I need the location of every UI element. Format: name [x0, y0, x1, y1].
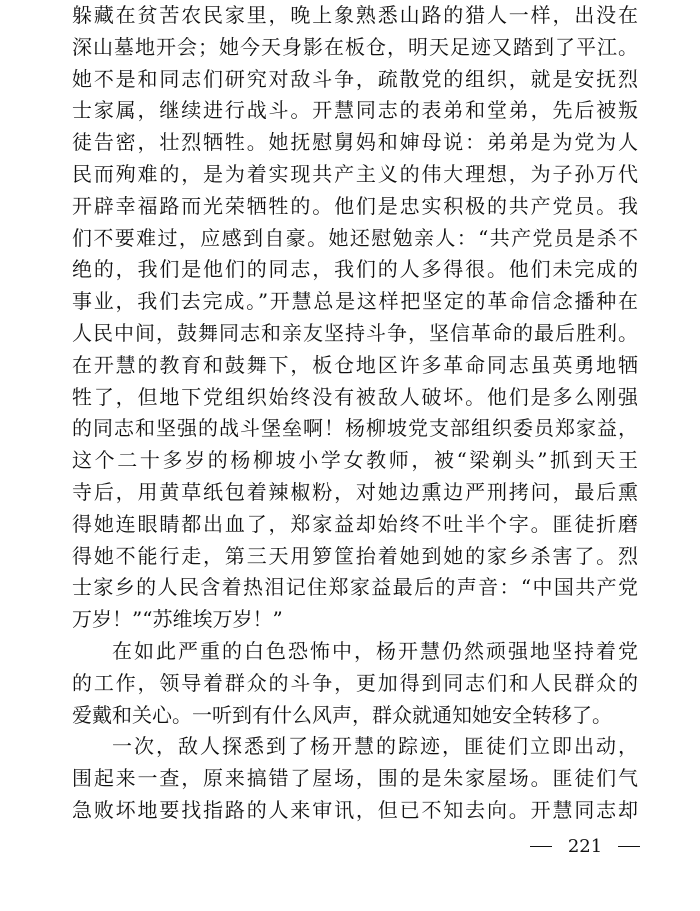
left-dash-icon [530, 846, 552, 847]
text-line: 的同志和坚强的战斗堡垒啊！杨柳坡党支部组织委员郑家益， [72, 416, 638, 441]
text-line: 爱戴和关心。一听到有什么风声，群众就通知她安全转移了。 [72, 702, 612, 727]
text-line: 得她不能行走，第三天用箩筐抬着她到她的家乡杀害了。烈 [72, 543, 638, 568]
page-number: 221 [567, 836, 603, 857]
text-line: 的工作，领导着群众的斗争，更加得到同志们和人民群众的 [72, 670, 638, 695]
text-line: 牲了，但地下党组织始终没有被敌人破坏。他们是多么刚强 [72, 384, 638, 409]
text-line: 士家乡的人民含着热泪记住郑家益最后的声音：“中国共产党 [72, 575, 638, 600]
text-line: 在开慧的教育和鼓舞下，板仓地区许多革命同志虽英勇地牺 [72, 352, 638, 377]
text-line: 徒告密，壮烈牺牲。她抚慰舅妈和婶母说：弟弟是为党为人 [72, 130, 638, 155]
paragraph-1 [72, 0, 638, 636]
paragraph-2 [72, 636, 638, 731]
text-line: 士家属，继续进行战斗。开慧同志的表弟和堂弟，先后被叛 [72, 98, 638, 123]
page-footer [530, 836, 640, 857]
text-line: 在如此严重的白色恐怖中，杨开慧仍然顽强地坚持着党 [112, 638, 638, 663]
text-line: 围起来一查，原来搞错了屋场，围的是朱家屋场。匪徒们气 [72, 766, 638, 791]
text-line: 万岁！”“苏维埃万岁！” [72, 607, 283, 632]
text-line: 民而殉难的，是为着实现共产主义的伟大理想，为子孙万代 [72, 161, 638, 186]
paragraph-3 [72, 731, 638, 826]
text-line: 们不要难过，应感到自豪。她还慰勉亲人：“共产党员是杀不 [72, 225, 638, 250]
right-dash-icon [618, 846, 640, 847]
text-line: 这个二十多岁的杨柳坡小学女教师，被“梁剃头”抓到天王 [72, 448, 638, 473]
text-line: 事业，我们去完成。”开慧总是这样把坚定的革命信念播种在 [72, 289, 638, 314]
text-line: 寺后，用黄草纸包着辣椒粉，对她边熏边严刑拷问，最后熏 [72, 479, 638, 504]
text-line: 人民中间，鼓舞同志和亲友坚持斗争，坚信革命的最后胜利。 [72, 320, 638, 345]
text-line: 深山墓地开会；她今天身影在板仓，明天足迹又踏到了平江。 [72, 34, 638, 59]
text-line: 她不是和同志们研究对敌斗争，疏散党的组织，就是安抚烈 [72, 66, 638, 91]
text-line: 一次，敌人探悉到了杨开慧的踪迹，匪徒们立即出动， [112, 734, 638, 759]
text-line: 躲藏在贫苦农民家里，晚上象熟悉山路的猎人一样，出没在 [72, 3, 638, 27]
text-line: 得她连眼睛都出血了，郑家益却始终不吐半个字。匪徒折磨 [72, 511, 638, 536]
text-line: 开辟幸福路而光荣牺牲的。他们是忠实积极的共产党员。我 [72, 193, 638, 218]
text-line: 急败坏地要找指路的人来审讯，但已不知去向。开慧同志却 [72, 797, 638, 822]
page-body [72, 0, 638, 827]
text-line: 绝的，我们是他们的同志，我们的人多得很。他们未完成的 [72, 257, 638, 282]
